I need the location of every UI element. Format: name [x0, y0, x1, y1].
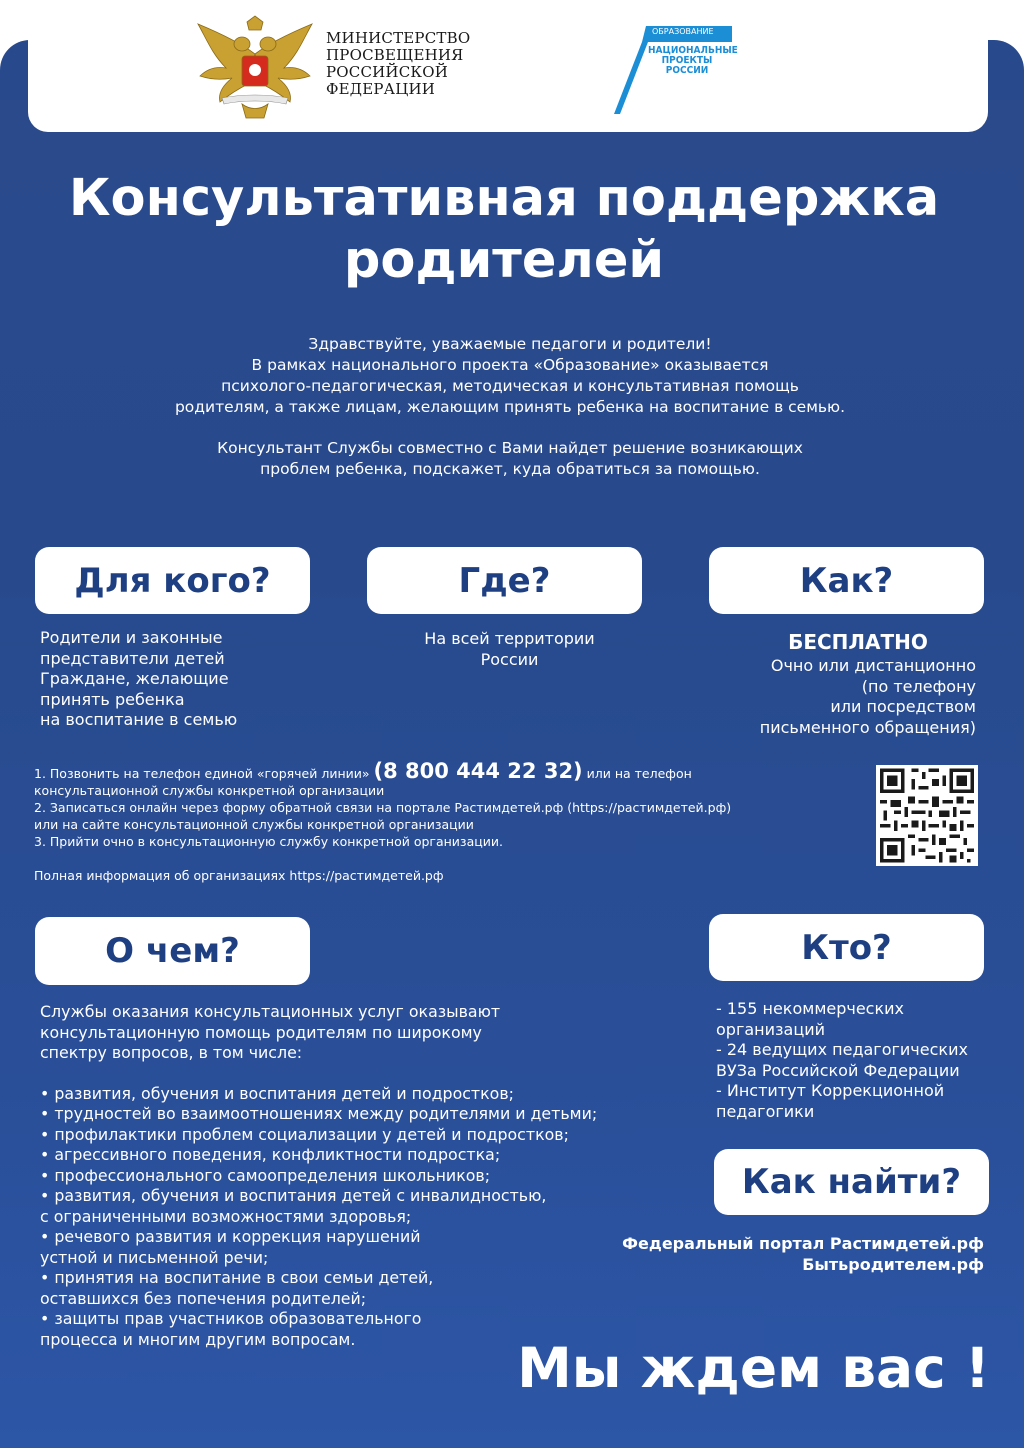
for-whom-line: Родители и законные — [40, 628, 223, 647]
find-heading: Как найти? — [714, 1149, 989, 1215]
ministry-line: ПРОСВЕЩЕНИЯ — [326, 46, 464, 64]
for-whom-text — [40, 628, 237, 731]
step-1-tail: или на телефон — [582, 766, 692, 781]
list-item: • принятия на воспитание в свои семьи детей, — [40, 1268, 434, 1287]
where-text — [367, 629, 652, 670]
list-item: • речевого развития и коррекция нарушений — [40, 1227, 421, 1246]
step-2-line-2: или на сайте консультационной службы конкретной организации — [34, 817, 474, 832]
how-heading: Как? — [709, 547, 984, 614]
list-item: • развития, обучения и воспитания детей и подростков; — [40, 1083, 514, 1103]
list-item: процесса и многим другим вопросам. — [40, 1329, 356, 1349]
about-list — [40, 1002, 680, 1350]
list-item: оставшихся без попечения родителей; — [40, 1288, 367, 1308]
list-item: • профилактики проблем социализации у детей и подростков; — [40, 1124, 569, 1144]
how-text — [700, 628, 976, 738]
where-line: России — [480, 649, 539, 669]
list-item: • трудностей во взаимоотношениях между родителями и детьми; — [40, 1104, 598, 1123]
step-1-text: 1. Позвонить на телефон единой «горячей линии» — [34, 766, 374, 781]
intro-line: Здравствуйте, уважаемые педагоги и родители! — [308, 335, 712, 353]
how-line: или посредством — [830, 697, 976, 716]
who-line: педагогики — [716, 1101, 815, 1121]
ministry-line: МИНИСТЕРСТВО — [326, 29, 471, 47]
emblem-icon — [192, 14, 318, 122]
hotline-phone[interactable]: (8 800 444 22 32) — [373, 759, 583, 783]
qr-code-icon[interactable] — [876, 765, 978, 866]
who-text — [716, 999, 968, 1122]
who-line: - 155 некоммерческих — [716, 999, 905, 1018]
who-line: организаций — [716, 1019, 826, 1039]
intro-line: проблем ребенка, подскажет, куда обратиться за помощью. — [260, 460, 760, 478]
about-intro-line: Службы оказания консультационных услуг оказывают — [40, 1002, 501, 1021]
list-item: • агрессивного поведения, конфликтности подростка; — [40, 1145, 501, 1164]
page-title — [0, 168, 1008, 292]
np-text — [648, 45, 738, 76]
list-item: • профессионального самоопределения школьников; — [40, 1165, 491, 1185]
ministry-line: ФЕДЕРАЦИИ — [326, 80, 436, 98]
intro-text — [0, 334, 1020, 480]
where-line: На всей территории — [424, 629, 595, 648]
how-line: письменного обращения) — [759, 717, 976, 737]
np-top-label: ОБРАЗОВАНИЕ — [652, 27, 714, 36]
step-1-line-2: консультационной службы конкретной организации — [34, 783, 385, 798]
about-intro-line: спектру вопросов, в том числе: — [40, 1043, 303, 1062]
step-3-text: 3. Прийти очно в консультационную службу конкретной организации. — [34, 834, 503, 849]
steps-list — [34, 759, 854, 884]
ministry-name — [326, 30, 470, 98]
list-item: • защиты прав участников образовательного — [40, 1309, 422, 1328]
title-line: Консультативная поддержка — [68, 169, 940, 228]
find-text — [600, 1233, 984, 1275]
for-whom-line: представители детей — [40, 648, 225, 668]
full-info-link[interactable]: Полная информация об организациях https://растимдетей.рф — [34, 868, 444, 883]
for-whom-line: на воспитание в семью — [40, 710, 238, 729]
step-2-text: 2. Записаться онлайн через форму обратной связи на портале Растимдетей.рф (https://растимдетей.рф) — [34, 800, 732, 815]
intro-line: психолого-педагогическая, методическая и консультативная помощь — [221, 377, 799, 395]
closing-text: Мы ждем вас ! — [517, 1336, 990, 1400]
intro-line: В рамках национального проекта «Образование» оказывается — [251, 356, 769, 374]
portal-link[interactable]: Бытьродителем.рф — [802, 1255, 984, 1274]
for-whom-heading: Для кого? — [35, 547, 310, 614]
intro-line: Консультант Службы совместно с Вами найдет решение возникающих — [217, 439, 803, 457]
national-projects-logo — [612, 22, 738, 118]
list-item: • развития, обучения и воспитания детей с инвалидностью, — [40, 1186, 547, 1205]
about-intro-line: консультационную помощь родителям по широкому — [40, 1022, 482, 1042]
free-label: БЕСПЛАТНО — [788, 630, 928, 654]
title-line: родителей — [343, 231, 665, 290]
for-whom-line: Граждане, желающие — [40, 669, 229, 688]
how-line: Очно или дистанционно — [770, 656, 976, 675]
list-item: с ограниченными возможностями здоровья; — [40, 1206, 412, 1226]
for-whom-line: принять ребенка — [40, 689, 185, 709]
np-line: НАЦИОНАЛЬНЫЕ — [648, 45, 738, 56]
header — [28, 0, 988, 132]
who-line: ВУЗа Российской Федерации — [716, 1060, 960, 1080]
who-heading: Кто? — [709, 914, 984, 981]
list-item: устной и письменной речи; — [40, 1247, 269, 1267]
who-line: - 24 ведущих педагогических — [716, 1040, 968, 1059]
how-line: (по телефону — [861, 676, 976, 696]
where-heading: Где? — [367, 547, 642, 614]
intro-line: родителям, а также лицам, желающим принять ребенка на воспитание в семью. — [174, 398, 846, 416]
portal-link[interactable]: Федеральный портал Растимдетей.рф — [622, 1234, 984, 1253]
np-line: РОССИИ — [665, 65, 709, 76]
np-line: ПРОЕКТЫ — [661, 55, 713, 66]
ministry-line: РОССИЙСКОЙ — [326, 63, 448, 81]
about-heading: О чем? — [35, 917, 310, 985]
who-line: - Институт Коррекционной — [716, 1081, 945, 1100]
